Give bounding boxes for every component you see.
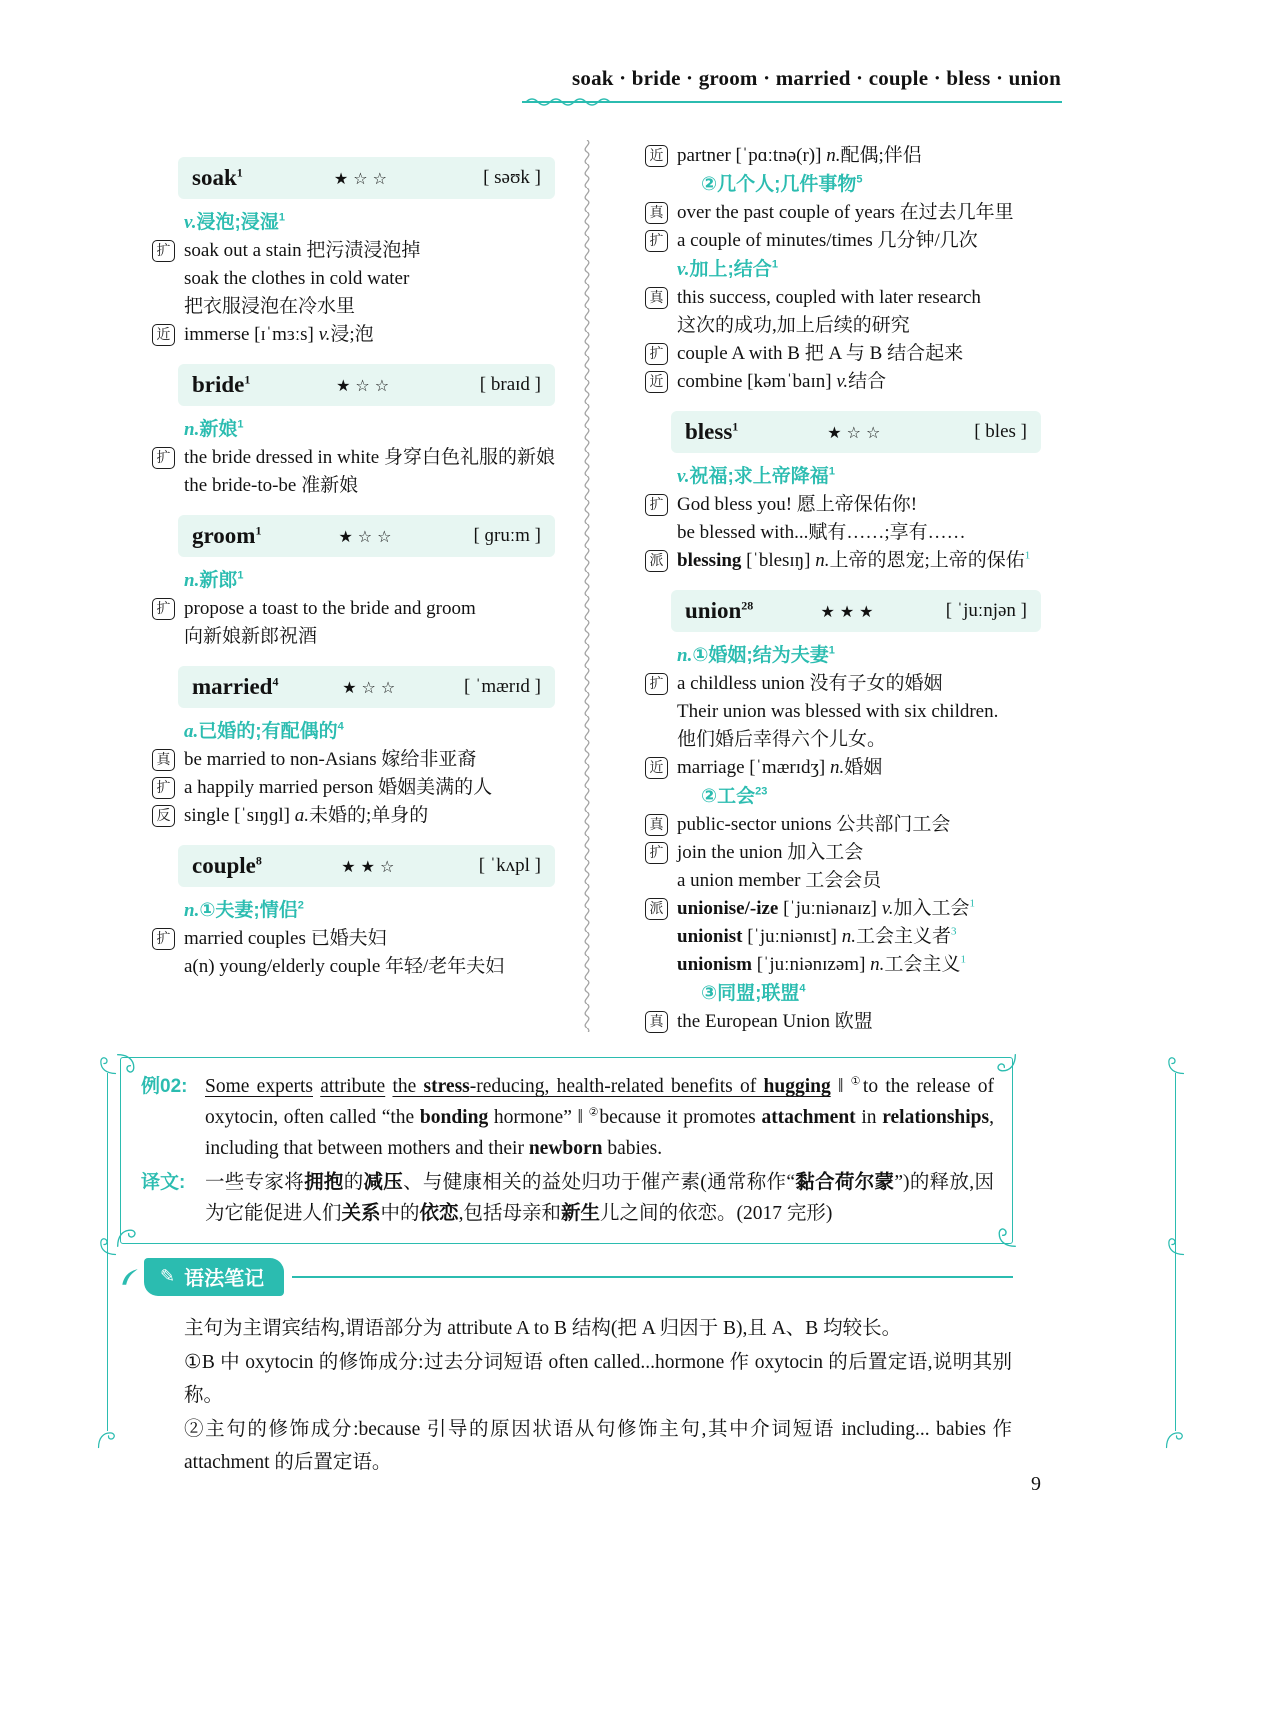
entry-line: [152, 746, 555, 774]
entry-line: [645, 670, 1041, 698]
tag-icon: 真: [645, 814, 668, 836]
grammar-line: ②主句的修饰成分:because 引导的原因状语从句修饰主句,其中介词短语 including... babies 作 attachment 的后置定语。: [184, 1419, 1012, 1473]
line-text: this success, coupled with later research: [677, 287, 981, 308]
star-rating: ★★★: [820, 601, 879, 621]
header-rule: [522, 101, 1062, 103]
entry-line: [645, 811, 1041, 839]
example-translation: 一些专家将拥抱的减压、与健康相关的益处归功于催产素(通常称作“黏合荷尔蒙”)的释放,因为它能促进人们关系中的依恋,包括母亲和新生儿之间的依恋。(2017 完形): [205, 1172, 994, 1224]
phonetic: [ braɪd ]: [479, 374, 541, 395]
entry-line: [645, 312, 1041, 340]
tag-spacer: [645, 522, 668, 544]
example-box: [120, 1057, 1013, 1244]
headword: bride$^1$: [192, 372, 251, 397]
tag-icon: 派: [645, 550, 668, 572]
entry-line: [152, 472, 555, 500]
entry-line: [645, 142, 1041, 170]
tag-icon: 扩: [152, 598, 175, 620]
flourish-icon: [97, 1429, 117, 1449]
phonetic: [ ˈkʌpl ]: [478, 855, 541, 876]
tag-icon: 派: [645, 898, 668, 920]
entry-line: [645, 726, 1041, 754]
entry-line: [152, 925, 555, 953]
pos-definition: v.加上;结合$^1$: [677, 258, 778, 280]
grammar-banner-row: [120, 1258, 1013, 1296]
grammar-body: [184, 1312, 1012, 1479]
phonetic: [ ɡruːm ]: [473, 525, 541, 546]
line-text: Their union was blessed with six children.: [677, 701, 999, 722]
flourish-icon: [97, 1055, 117, 1075]
tag-icon: 扩: [645, 230, 668, 252]
tag-spacer: [645, 701, 668, 723]
tag-icon: 反: [152, 805, 175, 827]
entry-line: [152, 444, 555, 472]
frequency-superscript: 1: [255, 523, 262, 538]
left-margin-ornament: [98, 1057, 118, 1447]
phonetic: [ səʊk ]: [483, 167, 541, 188]
entry-line: [645, 340, 1041, 368]
right-margin-ornament: [1166, 1057, 1186, 1447]
entry-line: [152, 595, 555, 623]
tag-spacer: [645, 315, 668, 337]
tag-icon: 扩: [645, 842, 668, 864]
headword: couple$^8$: [192, 853, 262, 878]
page-number: 9: [1031, 1473, 1041, 1495]
frequency-superscript: 8: [255, 853, 262, 868]
tag-spacer: [645, 926, 668, 948]
tag-icon: 真: [152, 749, 175, 771]
line-text: couple A with B 把 A 与 B 结合起来: [677, 343, 964, 364]
tag-spacer: [152, 956, 175, 978]
tag-icon: 扩: [645, 343, 668, 365]
entry-line: [152, 953, 555, 981]
corner-flourish-icon: [995, 1053, 1017, 1075]
star-rating: ★☆☆: [338, 526, 397, 546]
entry-line: [645, 867, 1041, 895]
flourish-icon: [1165, 1236, 1185, 1256]
entry-line: [645, 368, 1041, 396]
entry-line: [645, 1008, 1041, 1036]
headword: groom$^1$: [192, 523, 262, 548]
entry-line: [152, 774, 555, 802]
pos-definition: n.①夫妻;情侣$^2$: [184, 899, 304, 921]
example-sentence: Some experts attribute the stress-reducing, health-related benefits of hugging ‖ ①to the release of oxytocin, often called “the bonding hormone” ‖ ②because it promotes attachment in relationships, including that between mothers and their newborn babies.: [205, 1075, 994, 1159]
tag-spacer: [152, 626, 175, 648]
corner-flourish-icon: [995, 1226, 1017, 1248]
pos-definition: n.①婚姻;结为夫妻$^1$: [677, 644, 835, 666]
entry-line: [645, 754, 1041, 782]
tag-icon: 扩: [152, 928, 175, 950]
tag-icon: 近: [645, 757, 668, 779]
tag-spacer: [152, 296, 175, 318]
example-sentence-row: [141, 1071, 994, 1164]
line-text: 把衣服浸泡在冷水里: [184, 296, 356, 317]
entry-line: [645, 895, 1041, 923]
pos-definition: v.浸泡;浸湿$^1$: [184, 211, 285, 233]
tag-spacer: [152, 268, 175, 290]
entry-line: [645, 491, 1041, 519]
flourish-icon: [1165, 1429, 1185, 1449]
frequency-superscript: 28: [741, 598, 754, 613]
grammar-line: ①B 中 oxytocin 的修饰成分:过去分词短语 often called...hormone 作 oxytocin 的后置定语,说明其别称。: [184, 1352, 1012, 1406]
star-rating: ★★☆: [341, 856, 400, 876]
tag-icon: 真: [645, 202, 668, 224]
entry-line: [152, 237, 555, 265]
tag-icon: 扩: [152, 447, 175, 469]
pen-icon: ✎: [160, 1266, 176, 1286]
tag-spacer: [645, 870, 668, 892]
entry-line: [152, 321, 555, 349]
column-left: [152, 142, 555, 981]
star-rating: ★☆☆: [827, 422, 886, 442]
pos-definition: ②工会$^{23}$: [701, 785, 768, 807]
star-rating: ★☆☆: [333, 168, 392, 188]
line-text: be married to non-Asians 嫁给非亚裔: [184, 749, 477, 770]
entry-line: [645, 698, 1041, 726]
headword-bar: [671, 411, 1041, 453]
line-text: a union member 工会会员: [677, 870, 882, 891]
line-text: 向新娘新郎祝酒: [184, 626, 318, 647]
phonetic: [ bles ]: [974, 421, 1027, 442]
header-word-list: soak · bride · groom · married · couple · bless · union: [572, 66, 1061, 90]
tag-icon: 扩: [152, 240, 175, 262]
line-text: over the past couple of years 在过去几年里: [677, 202, 1014, 223]
line-text: married couples 已婚夫妇: [184, 928, 387, 949]
frequency-superscript: 1: [244, 372, 251, 387]
line-text: a couple of minutes/times 几分钟/几次: [677, 230, 978, 251]
line-text: marriage [ˈmærɪdʒ] n.婚姻: [677, 757, 883, 778]
entry-line: [645, 227, 1041, 255]
headword-bar: [671, 590, 1041, 632]
entry-line: [645, 839, 1041, 867]
line-text: partner [ˈpɑːtnə(r)] n.配偶;伴侣: [677, 145, 922, 166]
line-text: public-sector unions 公共部门工会: [677, 814, 951, 835]
line-text: soak the clothes in cold water: [184, 268, 410, 289]
tag-spacer: [152, 475, 175, 497]
example-label: 例02:: [141, 1076, 188, 1097]
line-text: join the union 加入工会: [677, 842, 864, 863]
entry-line: [645, 199, 1041, 227]
line-text: a childless union 没有子女的婚姻: [677, 673, 943, 694]
entry-line: [645, 284, 1041, 312]
line-text: be blessed with...赋有……;享有……: [677, 522, 966, 543]
headword: married$^4$: [192, 674, 279, 699]
line-text: God bless you! 愿上帝保佑你!: [677, 494, 918, 515]
squiggle-ornament: [524, 95, 616, 109]
frequency-superscript: 1: [236, 165, 243, 180]
entry-line: [645, 923, 1041, 951]
pos-definition: ②几个人;几件事物$^5$: [701, 173, 863, 195]
tag-icon: 真: [645, 1011, 668, 1033]
line-text: single [ˈsɪŋɡl] a.未婚的;单身的: [184, 805, 429, 826]
star-rating: ★☆☆: [342, 677, 401, 697]
line-text: a happily married person 婚姻美满的人: [184, 777, 493, 798]
grammar-rule: [292, 1276, 1013, 1278]
entry-line: [152, 802, 555, 830]
headword-bar: [178, 515, 555, 557]
grammar-banner: [144, 1258, 284, 1296]
grammar-line: 主句为主谓宾结构,谓语部分为 attribute A to B 结构(把 A 归因于 B),且 A、B 均较长。: [184, 1318, 902, 1339]
entry-line: [645, 951, 1041, 979]
pos-definition: n.新郎$^1$: [184, 569, 244, 591]
tag-icon: 近: [645, 145, 668, 167]
headword: soak$^1$: [192, 165, 243, 190]
line-text: a(n) young/elderly couple 年轻/老年夫妇: [184, 956, 505, 977]
line-text: propose a toast to the bride and groom: [184, 598, 476, 619]
example-translation-row: [141, 1167, 994, 1229]
entry-line: [645, 547, 1041, 575]
headword: bless$^1$: [685, 419, 739, 444]
grammar-title: 语法笔记: [184, 1268, 265, 1290]
frequency-superscript: 4: [272, 674, 279, 689]
entry-line: [645, 519, 1041, 547]
line-text: soak out a stain 把污渍浸泡掉: [184, 240, 421, 261]
headword-bar: [178, 845, 555, 887]
headword-bar: [178, 666, 555, 708]
line-text: the European Union 欧盟: [677, 1011, 873, 1032]
tag-icon: 近: [152, 324, 175, 346]
flourish-icon: [1165, 1055, 1185, 1075]
grammar-section: [120, 1258, 1013, 1480]
line-text: the bride-to-be 准新娘: [184, 475, 359, 496]
headword: union$^{28}$: [685, 598, 754, 623]
translation-label: 译文:: [141, 1172, 186, 1193]
flourish-icon: [97, 1236, 117, 1256]
headword-bar: [178, 364, 555, 406]
phonetic: [ ˈmærɪd ]: [463, 676, 541, 697]
column-right: [645, 142, 1041, 1036]
frequency-superscript: 1: [732, 419, 739, 434]
line-text: unionism [ˈjuːniənɪzəm] n.工会主义$^1$: [677, 953, 966, 975]
column-divider: [579, 140, 595, 1032]
pos-definition: a.已婚的;有配偶的$^4$: [184, 720, 344, 742]
tag-spacer: [645, 729, 668, 751]
leaf-ornament-icon: [120, 1267, 140, 1287]
line-text: 他们婚后幸得六个儿女。: [677, 729, 887, 750]
corner-flourish-icon: [116, 1226, 138, 1248]
headword-bar: [178, 157, 555, 199]
tag-icon: 近: [645, 371, 668, 393]
line-text: unionise/-ize [ˈjuːniənaɪz] v.加入工会$^1$: [677, 897, 976, 919]
tag-icon: 扩: [152, 777, 175, 799]
entry-line: [152, 623, 555, 651]
line-text: the bride dressed in white 身穿白色礼服的新娘: [184, 447, 555, 468]
line-text: combine [kəmˈbaɪn] v.结合: [677, 371, 887, 392]
pos-definition: ③同盟;联盟$^4$: [701, 982, 806, 1004]
line-text: unionist [ˈjuːniənɪst] n.工会主义者$^3$: [677, 925, 957, 947]
corner-flourish-icon: [116, 1053, 138, 1075]
line-text: blessing [ˈblesɪŋ] n.上帝的恩宠;上帝的保佑$^1$: [677, 549, 1031, 571]
phonetic: [ ˈjuːnjən ]: [945, 600, 1027, 621]
line-text: immerse [ɪˈmɜːs] v.浸;泡: [184, 324, 374, 345]
tag-icon: 扩: [645, 673, 668, 695]
line-text: 这次的成功,加上后续的研究: [677, 315, 910, 336]
pos-definition: v.祝福;求上帝降福$^1$: [677, 465, 835, 487]
tag-spacer: [645, 954, 668, 976]
star-rating: ★☆☆: [336, 375, 395, 395]
entry-line: [152, 265, 555, 293]
entry-line: [152, 293, 555, 321]
tag-icon: 真: [645, 287, 668, 309]
tag-icon: 扩: [645, 494, 668, 516]
pos-definition: n.新娘$^1$: [184, 418, 244, 440]
